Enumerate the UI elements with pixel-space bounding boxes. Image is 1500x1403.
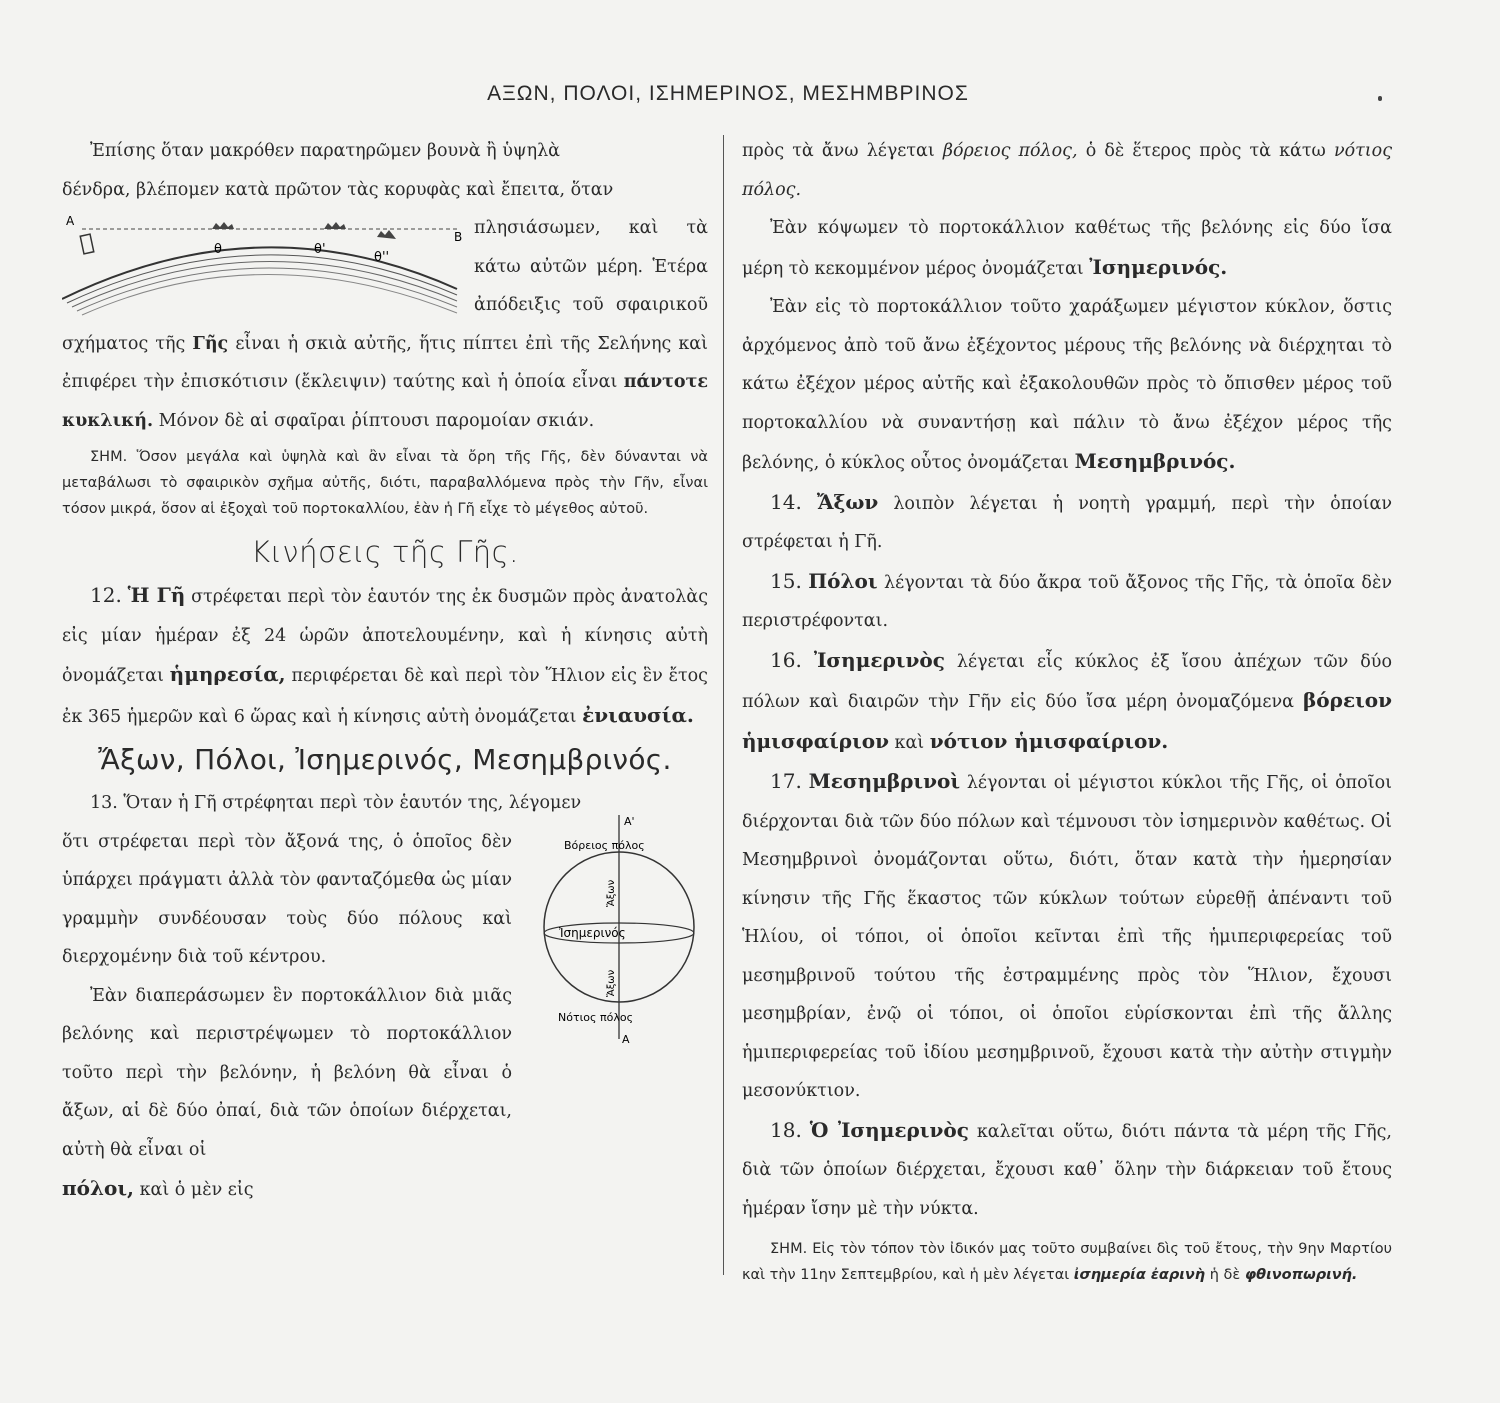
paragraph-17 — [742, 762, 1392, 1111]
globe-figure — [534, 807, 714, 1047]
spring-equinox-term: ἰσημερία ἐαρινὴ — [1073, 1267, 1206, 1283]
spheres-text: Μόνον δὲ αἱ σφαῖραι ῥίπτουσι παρομοίαν σκιάν. — [158, 410, 595, 431]
paragraph-orange — [62, 977, 512, 1170]
paragraph-meridian-circle — [742, 288, 1392, 483]
poles-def-term: Πόλοι — [808, 568, 878, 593]
paragraph-12 — [62, 576, 708, 736]
note-equinox-text: ΣΗΜ. Εἰς τὸν τόπον τὸν ἰδικόν μας τοῦτο συμβαίνει δὶς τοῦ ἔτους, τὴν 9ην Μαρτίου καὶ τὴν 11ην Σεπτεμβρίου, καὶ ἡ μὲν λέγεται — [742, 1241, 1392, 1283]
paragraph-18 — [742, 1111, 1392, 1229]
fig1-label-theta3: θ'' — [374, 250, 390, 265]
paragraph-mountains-line1: Ἐπίσης ὅταν μακρόθεν παρατηρῶμεν βουνὰ ἢ ὑψηλὰ — [90, 141, 560, 161]
meridian-term: Μεσημβρινός. — [1074, 449, 1236, 473]
shadow-text: εἶναι ἡ σκιὰ αὐτῆς, ἥτις πίπτει ἐπὶ τῆς Σελήνης καὶ ἐπιφέρει τὴν ἐπισκότισιν (ἔκλειψιν) ταύτης καὶ ἡ ὁποία εἶναι — [62, 333, 708, 392]
p12-annual-term: ἐνιαυσία. — [582, 702, 694, 727]
note-mountains: ΣΗΜ. Ὅσον μεγάλα καὶ ὑψηλὰ καὶ ἂν εἶναι τὰ ὄρη τῆς Γῆς, δὲν δύνανται νὰ μεταβάλωσι τὸ σφαιρικὸν σχῆμα αὐτῆς, διότι, παραβαλλόμενα πρὸς τὴν Γῆν, εἶναι τόσον μικρά, ὅσον αἱ ἐξοχαὶ τοῦ πορτοκαλλίου, ἐὰν ἡ Γῆ εἶχε τὸ μέγεθος αὐτοῦ. — [62, 449, 708, 517]
paragraph-13-first: 13. Ὅταν ἡ Γῆ στρέφηται περὶ τὸν ἑαυτόν της, λέγομεν — [90, 793, 582, 813]
paragraph-poles-cont — [742, 132, 1392, 209]
globe-label-north: Βόρειος πόλος — [564, 838, 645, 852]
paragraph-13-rest: ὅτι στρέφεται περὶ τὸν ἄξονά της, ὁ ὁποῖος δὲν ὑπάρχει πράγματι ἀλλὰ τὸν φανταζόμεθα ὡς μίαν γραμμὴν συνδέουσαν τοὺς δύο πόλους καὶ διερχομένην διὰ τοῦ κέντρου. — [62, 831, 512, 967]
globe-label-top: A' — [624, 814, 635, 828]
p14-text: λοιπὸν λέγεται ἡ νοητὴ γραμμή, περὶ τὴν ὁποίαν στρέφεται ἡ Γῆ. — [742, 493, 1392, 552]
note-equinox — [742, 1236, 1392, 1288]
p15-number: 15. — [770, 568, 802, 593]
circular-word: πάντοτε κυκλική. — [62, 372, 708, 431]
paragraph-cut — [742, 209, 1392, 288]
meridians-term: Μεσημβρινοὶ — [808, 769, 961, 793]
southern-hemisphere-term: νότιον ἡμισφαίριον. — [929, 728, 1169, 753]
p16-text: λέγεται εἷς κύκλος ἐξ ἴσου ἀπέχων τῶν δύο πόλων καὶ διαιρῶν τὴν Γῆν εἰς δύο ἴσα μέρη ὀνομαζόμενα — [742, 651, 1392, 712]
autumn-equinox-term: φθινοπωρινή. — [1244, 1267, 1358, 1283]
running-head: ΑΞΩΝ, ΠΟΛΟΙ, ΙΣΗΜΕΡΙΝΟΣ, ΜΕΣΗΜΒΡΙΝΟΣ — [487, 82, 969, 105]
earth-word: Γῆς — [192, 333, 229, 354]
heading-axis-poles: Ἄξων, Πόλοι, Ἰσημερινός, Μεσημβρινός. — [98, 743, 672, 776]
p17-text: λέγονται οἱ μέγιστοι κύκλοι τῆς Γῆς, οἱ ὁποῖοι διέρχονται διὰ τῶν δύο πόλων καὶ τέμνουσι τὸν ἰσημερινὸν καθέτως. Οἱ Μεσημβρινοὶ ὀνομάζονται οὕτω, διότι, ὅταν κατὰ τὴν ἡμερησίαν κίνησιν τῆς Γῆς ἕκαστος τῶν κύκλων τούτων εὑρεθῇ ἀπέναντι τοῦ Ἡλίου, οἱ τόποι, οἱ ὁποῖοι κεῖνται ἐπὶ τῆς ἡμιπεριφερείας τοῦ μεσημβρινοῦ τούτου τῆς ἐστραμμένης πρὸς τὸν Ἥλιον, ἔχουσι μεσημβρίαν, ἐνῷ οἱ τόποι, οἱ ὁποῖοι εὑρίσκονται ἐπὶ τῆς ἄλλης ἡμιπεριφερείας τοῦ ἰδίου μεσημβρινοῦ, ἔχουσι κατὰ τὴν αὐτὴν στιγμὴν μεσονύκτιον. — [742, 773, 1392, 1101]
northern-hemisphere-term: βόρειον ἡμισφαίριον — [742, 688, 1392, 753]
cut-text: Ἐὰν κόψωμεν τὸ πορτοκάλλιον καθέτως τῆς βελόνης εἰς δύο ἴσα μέρη τὸ κεκομμένον μέρος ὀνομάζεται — [742, 218, 1392, 279]
p15-text: λέγονται τὰ δύο ἄκρα τοῦ ἄξονος τῆς Γῆς, τὰ ὁποῖα δὲν περιστρέφονται. — [742, 572, 1392, 631]
globe-label-axis-lower: Ἄξων — [606, 969, 617, 997]
column-divider — [723, 135, 724, 1275]
poles-cont-text2: ὁ δὲ ἕτερος πρὸς τὰ κάτω — [1085, 141, 1326, 161]
fig1-label-a: A — [66, 214, 75, 228]
p16-and: καὶ — [894, 732, 925, 753]
ink-speck — [1378, 96, 1382, 101]
paragraph-14 — [742, 483, 1392, 562]
globe-label-equator: Ἰσημερινός — [559, 925, 626, 940]
equator-term: Ἰσημερινός. — [1089, 254, 1228, 279]
p18-number: 18. — [770, 1117, 802, 1142]
p12-number: 12. — [90, 583, 122, 607]
fig1-label-theta1: θ — [214, 242, 222, 257]
orange-text: Ἐὰν διαπεράσωμεν ἓν πορτοκάλλιον διὰ μιᾶς βελόνης καὶ περιστρέψωμεν τὸ πορτοκάλλιον τοῦτο περὶ τὴν βελόνην, ἡ βελόνη θὰ εἶναι ὁ ἄξων, αἱ δὲ δύο ὀπαί, διὰ τῶν ὁποίων διέρχεται, αὐτὴ θὰ εἶναι οἱ — [62, 985, 512, 1160]
poles-cont-text: πρὸς τὰ ἄνω λέγεται — [742, 141, 935, 161]
fig1-label-theta2: θ' — [314, 242, 326, 257]
paragraph-mountains-wrap-text: πλησιάσωμεν, καὶ τὰ κάτω αὐτῶν μέρη. Ἑτέρα ἀπόδειξις τοῦ σφαιρικοῦ σχήματος τῆς — [62, 218, 708, 354]
p16-number: 16. — [770, 647, 802, 672]
left-column — [62, 132, 708, 1210]
axis-figure-area — [62, 814, 708, 1210]
axis-term: Ἄξων — [816, 489, 879, 514]
p14-number: 14. — [770, 489, 802, 514]
paragraph-16 — [742, 641, 1392, 763]
paragraph-mountains-wrap — [62, 209, 708, 440]
globe-label-axis-upper: Ἄξων — [606, 879, 617, 907]
equator-def-term: Ἰσημερινὸς — [813, 647, 945, 672]
globe-label-bottom: A — [622, 1032, 630, 1046]
paragraph-15 — [742, 562, 1392, 641]
equator-name-term: Ὁ Ἰσημερινὸς — [809, 1117, 969, 1142]
north-pole-term: βόρειος πόλος, — [942, 141, 1078, 161]
p12-bold-subject: Ἡ Γῆ — [127, 583, 186, 607]
p12-text2: περιφέρεται δὲ καὶ περὶ τὸν Ἥλιον εἰς ἓν ἔτος ἐκ 365 ἡμερῶν καὶ 6 ὥρας καὶ ἡ κίνησις αὐτὴ ὀνομάζεται — [62, 666, 708, 727]
right-column — [742, 132, 1392, 1288]
poles-term: πόλοι, — [62, 1176, 134, 1200]
orange-end: καὶ ὁ μὲν εἰς — [139, 1180, 254, 1200]
p12-daily-term: ἡμηρεσία, — [169, 662, 286, 686]
p12-text1: στρέφεται περὶ τὸν ἑαυτόν της ἐκ δυσμῶν πρὸς ἀνατολὰς εἰς μίαν ἡμέραν ἐξ 24 ὡρῶν ἀποτελουμένην, καὶ ἡ κίνησις αὐτὴ ὀνομάζεται — [62, 587, 708, 686]
south-pole-term: νότιος πόλος. — [742, 141, 1393, 200]
paragraph-mountains-line2: δένδρα, βλέπομεν κατὰ πρῶτον τὰς κορυφὰς καὶ ἔπειτα, ὅταν — [62, 179, 614, 200]
p18-text: καλεῖται οὕτω, διότι πάντα τὰ μέρη τῆς Γῆς, διὰ τῶν ὁποίων διέρχεται, ἔχουσι καθ᾽ ὅλην τὴν διάρκειαν τοῦ ἔτους ἡμέραν ἴσην μὲ τὴν νύκτα. — [742, 1121, 1392, 1219]
circle-text: Ἐὰν εἰς τὸ πορτοκάλλιον τοῦτο χαράξωμεν μέγιστον κύκλον, ὅστις ἀρχόμενος ἀπὸ τοῦ ἄνω ἐξέχοντος μέρους τῆς βελόνης νὰ διέρχηται τὸ κάτω ἐξέχον μέρος αὐτῆς καὶ ἐξακολουθῶν πρὸς τὸ ὄπισθεν μέρος τοῦ πορτοκαλλίου νὰ συναντήσῃ καὶ πάλιν τὸ ἄνω ἐξέχον μέρος τῆς βελόνης, ὁ κύκλος οὗτος ὀνομάζεται — [742, 297, 1392, 473]
curvature-figure — [62, 211, 462, 321]
p17-number: 17. — [770, 769, 802, 793]
fig1-label-b: B — [454, 230, 462, 244]
globe-label-south: Νότιος πόλος — [558, 1010, 634, 1024]
heading-earth-motions: Κινήσεις τῆς Γῆς. — [251, 535, 519, 569]
note-equinox-text2: ἡ δὲ — [1209, 1267, 1241, 1283]
